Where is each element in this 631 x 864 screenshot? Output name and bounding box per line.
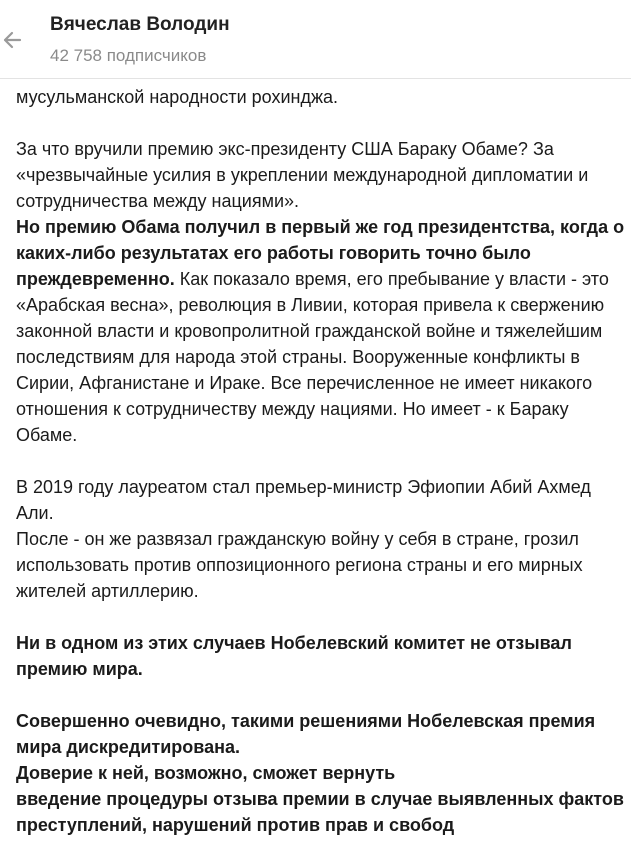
paragraph-5 [16,708,628,838]
paragraph-3-line-1: В 2019 году лауреатом стал премьер-министр Эфиопии Абий Ахмед Али. [16,477,591,523]
paragraph-2-rest: Как показало время, его пребывание у власти - это «Арабская весна», революция в Ливии, которая привела к свержению законной власти и кровопролитной гражданской войне и тяжелейшим последствиям для народа этой страны. Вооруженные конфликты в Сирии, Афганистане и Ираке. Все перечисленное не имеет никакого отношения к сотрудничеству между нациями. Но имеет - к Бараку Обаме. [16,269,609,445]
paragraph-2 [16,136,628,448]
paragraph-1: мусульманской народности рохинджа. [16,87,339,107]
post-body [16,58,628,864]
paragraph-5-line-1: Совершенно очевидно, такими решениями Нобелевская премия мира дискредитирована. [16,711,596,757]
paragraph-2-bold: Но премию Обама получил в первый же год президентства, когда о каких-либо результатах его работы говорить точно было преждевременно. [16,217,625,289]
back-button[interactable] [0,22,24,58]
paragraph-4: Ни в одном из этих случаев Нобелевский комитет не отзывал премию мира. [16,633,572,679]
paragraph-3 [16,474,628,604]
paragraph-2-intro: За что вручили премию экс-президенту США Бараку Обаме? За «чрезвычайные усилия в укреплении международной дипломатии и сотрудничества между нациями». [16,139,589,211]
channel-header [0,0,631,79]
paragraph-5-line-2: Доверие к ней, возможно, сможет вернуть [16,763,396,783]
arrow-left-icon [0,28,24,52]
channel-name[interactable]: Вячеслав Володин [50,14,230,35]
paragraph-5-line-3: введение процедуры отзыва премии в случае выявленных фактов преступлений, нарушений против прав и свобод [16,789,624,835]
paragraph-3-line-2: После - он же развязал гражданскую войну у себя в стране, грозил использовать против оппозиционного региона страны и его мирных жителей артиллерию. [16,529,583,601]
subscriber-count: 42 758 подписчиков [50,46,207,65]
